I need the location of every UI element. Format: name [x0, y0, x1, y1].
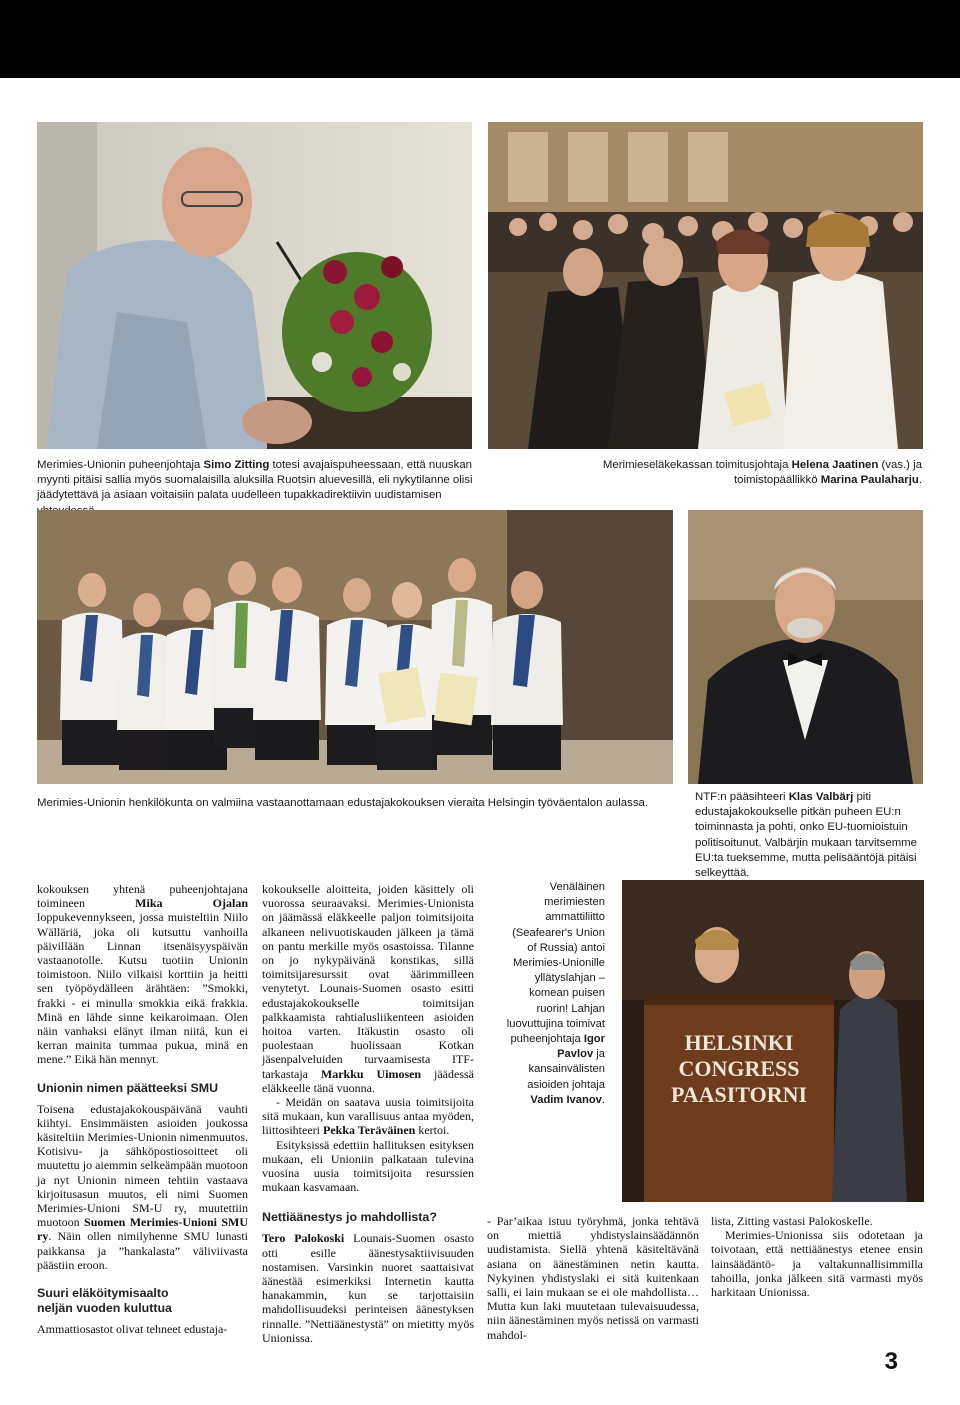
podium-line-3: PAASITORNI [670, 1082, 808, 1107]
caption-text: Merimies-Unionin puheenjohtaja [37, 459, 204, 471]
caption-text: totesi avajaispuheessaan, että nuuskan myynti pitäisi sallia myös suomalaisilla aluksilla Ruotsin aluevesillä, eli nykytilanne olisi jäädytettävä ja asiaan voitaisiin palata uudelleen tupakkadirektiivin uudistamisen [37, 459, 473, 502]
caption-text: Venäläinen merimiesten ammattiliitto (Seafearer's Union of Russia) antoi Merimies-Unionille yllätyslahjan – komean puisen ruorin! Lahjan luovuttujina toimivat puheenjohtaja [506, 881, 605, 1046]
photo-podium [622, 880, 924, 1202]
photo-ntf-secretary [688, 510, 923, 784]
paragraph: - Meidän on saatava uusia toimitsijoita sitä mukaan, kun varallisuus antaa myöden, liittosihteeri Pekka Teräväinen kertoi. [262, 1095, 474, 1138]
podium-line-1: HELSINKI [684, 1030, 794, 1055]
person-name: Simo Zitting [203, 459, 270, 471]
paragraph: - Par’aikaa istuu työryhmä, jonka tehtävä on miettiä yhdistyslainsäädännön uudistamista. Siellä yhtenä käsiteltävänä asiana on äänestäminen netin kautta. Nykyinen yhdistyslaki ei sitä kuitenkaan salli, ei lain mukaan se ei ole mahdollista… Mutta kun laki muutetaan tulevaisuudessa, niin äänestäminen myös netissä on varmasti mahdol- [487, 1214, 699, 1342]
paragraph: lista, Zitting vastasi Palokoskelle. [711, 1214, 873, 1228]
caption-text: . [918, 474, 922, 487]
person-name: Vadim Ivanov [530, 1093, 602, 1106]
caption-text: Merimies-Unionin henkilökunta on valmiina vastaanottamaan edustajakokouksen vieraita Helsingin työväentalon aulassa. [37, 797, 649, 809]
podium-line-2: CONGRESS [678, 1056, 800, 1081]
paragraph: Esityksissä edettiin hallituksen esityksen mukaan, eli Unioniin palkataan tulevina vuosina uusia toimitsijoita resurssien mukaan kasvamaan. [262, 1137, 474, 1195]
caption-gift [505, 880, 605, 1108]
photo-speaker [37, 122, 472, 449]
paragraph: Tero Palokoski Lounais-Suomen osasto otti esille äänestysaktiivisuuden nostamisen. Varsinkin nuoret saattaisivat äänestää esimerkiksi Internetin kautta hanakammin, kun se tarjottaisiin mahdollisuudeksi perinteisen äänestyksen rinnalle. ”Nettiäänestystä” on mietitty myös Unionissa. [262, 1231, 474, 1345]
paragraph: kokouksen yhtenä puheenjohtajana toimineen Mika Ojalan loppukevennykseen, jossa muisteltiin Niilo Wälläriä, joka oli kutsuttu vanhoilla päivillään Linnan itsenäisyyspäivän vastaanotolle. Kutsu tuotiin Unionin toimistoon. Niilo vilkaisi korttiin ja heitti sen työpöydälleen ärähtäen: ”Smokki, frakki - ei minulla smokkia eikä frakkia. Minä en lähde sinne keikaroimaan. Olen näin vanhaksi elänyt ilman niitä, kun ei kerran mainita tummaa pukua, minä en mene.” Eikä hän mennyt. [37, 882, 248, 1067]
photo-audience [488, 122, 923, 449]
paragraph: kokoukselle aloitteita, joiden käsittely oli vuorossa seuraavaksi. Merimies-Unionista on jäämässä eläkkeelle paljon toimitsijoita alkaneen nelivuotiskauden jälkeen ja tämä on pantu merkille myös osastoissa. Tilanne on jo nykypäivänä konstikas, sillä toimitsijaresurssit ovat äärimmilleen venytetyt. Lounais-Suomen osasto esitti edustajakokoukselle toimitsijan palkkaamista rahtialusliikenteen asioiden hoitoa varten. Itäkustin osasto oli puolestaan huolissaan Kotkan jäsenpalveluiden turvaamisesta ITF-tarkastaja Markku Uimosen jäädessä eläkkeelle tänä vuonna. [262, 882, 474, 1095]
caption-text: (vas.) ja toimistopäällikkö [733, 459, 922, 487]
article-column-2 [262, 882, 474, 1345]
photo-staff [37, 510, 673, 784]
subheading: Unionin nimen päätteeksi SMU [37, 1080, 219, 1095]
article-column-4 [711, 1214, 923, 1299]
caption-text: . [601, 1093, 605, 1106]
page-number: 3 [884, 1348, 898, 1375]
person-name: Igor Pavlov [557, 1033, 605, 1061]
person-name: Helena Jaatinen [791, 459, 879, 471]
subheading: Suuri eläköitymisaalto neljän vuoden kuluttua [37, 1286, 172, 1316]
paragraph: Merimies-Unionissa siis odotetaan ja toivotaan, että nettiäänestys etenee ensin lainsäädäntö- ja valtakunnallisimmilla tahoilla, jonka jälkeen sitä varmasti myös harkitaan Unionissa. [711, 1228, 923, 1300]
caption-text: piti edustajakokoukselle pitkän puheen EU:n toiminnasta ja pohti, onko EU-tuomioistuin politisoitunut. Valbärjin mukaan tarvitsemme EU:ta tueksemme, mutta pelisääntöjä pitäisi selkeyttää. [695, 791, 918, 880]
paragraph: Toisena edustajakokouspäivänä vauhti kiihtyi. Ensimmäisten asioiden joukossa käsiteltiin Merimies-Unionin nimenmuutos. Kotisivu- ja sähköpostiosoitteet oli muutettu jo aiemmin selkeämpään muotoon ja nyt Unionin nimeen tehtiin vastaava kirjoitusasun muutos, eli nimi Suomen Merimies-Unioni SM-U ry, muutettiin muotoon Suomen Merimies-Unioni SMU ry. Näin ollen nimilyhenne SMU lunasti paikkansa ja ”hankalasta” väliviivasta päästiin eroon. [37, 1101, 249, 1272]
caption-text: Merimieseläkekassan toimitusjohtaja [602, 459, 792, 471]
article-column-3 [487, 1214, 699, 1342]
person-name: Klas Valbärj [788, 791, 854, 803]
caption-text: NTF:n pääsihteeri [695, 791, 789, 803]
caption-staff [37, 796, 677, 811]
header-band [0, 0, 960, 78]
paragraph: Ammattiosastot olivat tehneet edustaja- [37, 1322, 228, 1337]
caption-text: ja kansainvälisten asioiden johtaja [527, 1048, 605, 1091]
subheading: Nettiäänestys jo mahdollista? [262, 1210, 437, 1225]
person-name: Marina Paulaharju [820, 474, 919, 487]
article-column-1 [37, 882, 248, 1336]
caption-ntf [695, 790, 925, 881]
caption-audience [560, 458, 922, 488]
